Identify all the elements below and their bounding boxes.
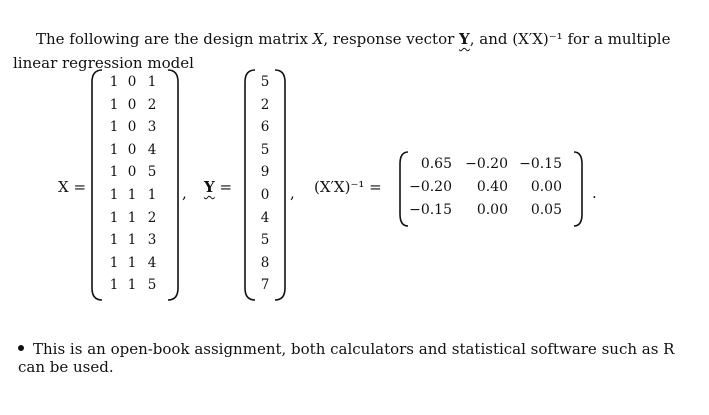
response-vector-cell: 5 [260,141,270,158]
design-matrix-cell: 0 [127,119,137,136]
design-matrix-cell: 1 [127,254,137,271]
response-vector-cell: 2 [260,96,270,113]
period: . [592,184,597,202]
design-matrix-cell: 0 [127,141,137,158]
design-matrix-cell: 1 [147,74,157,90]
design-matrix-cell: 1 [127,209,137,226]
response-vector-cell: 0 [260,187,270,203]
inverse-matrix-cell: −0.20 [409,179,452,195]
inverse-matrix-cell: 0.00 [530,179,562,195]
inverse-matrix-cell: −0.15 [519,156,562,172]
response-vector-cell: 4 [260,209,270,226]
design-matrix-cell: 1 [109,96,119,113]
y-symbol: Y [459,30,470,48]
design-matrix-cell: 0 [127,74,137,90]
design-matrix-cell: 1 [109,232,119,249]
y-equals-label [204,178,232,196]
inverse-equals-label: (X′X)⁻¹ = [314,178,382,196]
design-matrix-cell: 4 [147,254,157,271]
design-matrix-cell: 1 [109,254,119,271]
y-vector-symbol: Y [204,178,215,196]
design-matrix-cell: 1 [109,164,119,181]
y-equals-sign: = [219,178,233,196]
response-vector-cell: 5 [260,232,270,249]
matrix-equations [0,66,709,306]
x-equals-label: X = [58,178,87,196]
inverse-symbol: (X′X)⁻¹ [512,30,563,48]
design-matrix-cell: 0 [127,164,137,181]
design-matrix-cell: 1 [109,209,119,226]
intro-text-1: The following are the design matrix [36,30,313,48]
response-vector-cell: 5 [260,74,270,90]
response-vector-cell: 9 [260,164,270,181]
comma-2: , [290,184,295,202]
inverse-matrix-cell: −0.15 [409,202,452,218]
intro-text-3: , and [469,30,513,48]
bullet-text: This is an open-book assignment, both calculators and statistical software such as R can be used. [18,340,675,376]
design-matrix-cell: 0 [127,96,137,113]
design-matrix-cell: 1 [109,141,119,158]
response-vector-cell: 7 [260,277,270,294]
design-matrix-cell: 1 [109,187,119,203]
inverse-matrix-cell: 0.00 [476,202,508,218]
inverse-matrix-cell: 0.40 [476,179,508,195]
design-matrix-cell: 1 [109,119,119,136]
design-matrix-cell: 3 [147,119,157,136]
design-matrix-cell: 2 [147,209,157,226]
design-matrix-cell: 1 [109,277,119,294]
design-matrix-cell: 1 [147,187,157,203]
design-matrix-cell: 1 [109,74,119,90]
inverse-matrix-cell: −0.20 [465,156,508,172]
design-matrix-cell: 5 [147,164,157,181]
design-matrix-cell: 1 [127,232,137,249]
intro-text-4: for a multiple linear regression model [13,30,671,72]
comma-1: , [182,184,187,202]
response-vector-cell: 8 [260,254,270,271]
x-symbol: X [312,30,324,48]
bullet-dot [18,345,24,351]
design-matrix-cell: 1 [127,277,137,294]
response-vector-cell: 6 [260,119,270,136]
design-matrix-cell: 3 [147,232,157,249]
bullet-item [18,340,703,376]
design-matrix-cell: 1 [127,187,137,203]
design-matrix-cell: 2 [147,96,157,113]
design-matrix-cell: 5 [147,277,157,294]
intro-text-2: , response vector [323,30,460,48]
inverse-matrix-cell: 0.65 [420,156,452,172]
inverse-matrix-cell: 0.05 [530,202,562,218]
design-matrix-cell: 4 [147,141,157,158]
